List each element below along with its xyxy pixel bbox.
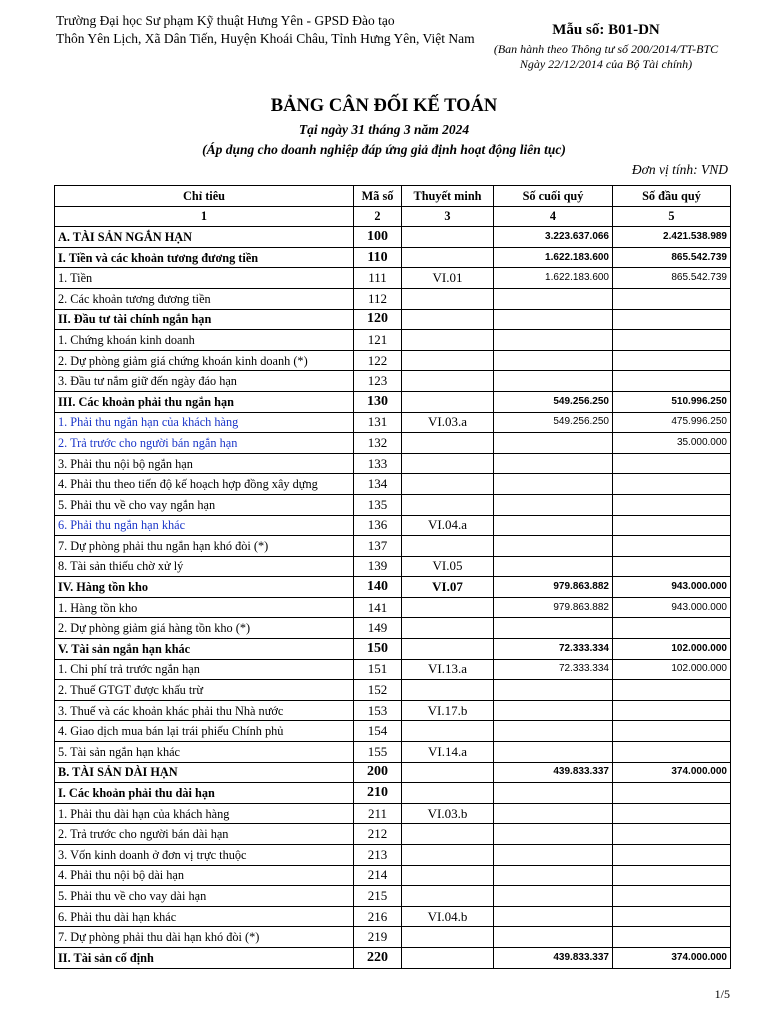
row-start-value: 943.000.000 xyxy=(613,577,731,598)
row-code: 140 xyxy=(354,577,402,598)
form-regulation-line2: Ngày 22/12/2014 của Bộ Tài chính) xyxy=(519,57,693,71)
table-row xyxy=(55,577,731,598)
table-row xyxy=(55,803,731,824)
row-start-value: 102.000.000 xyxy=(613,639,731,660)
row-label: 7. Dự phòng phải thu dài hạn khó đòi (*) xyxy=(55,927,354,948)
row-end-value xyxy=(494,721,613,742)
row-code: 133 xyxy=(354,453,402,474)
row-code: 216 xyxy=(354,906,402,927)
row-start-value: 374.000.000 xyxy=(613,947,731,968)
table-row xyxy=(55,474,731,495)
row-code: 214 xyxy=(354,865,402,886)
table-row xyxy=(55,453,731,474)
table-row xyxy=(55,700,731,721)
company-address: Thôn Yên Lịch, Xã Dân Tiến, Huyện Khoái Châu, Tỉnh Hưng Yên, Việt Nam xyxy=(56,31,475,46)
row-note: VI.03.a xyxy=(402,412,494,433)
row-start-value: 2.421.538.989 xyxy=(613,227,731,248)
table-row xyxy=(55,824,731,845)
row-start-value xyxy=(613,494,731,515)
table-row xyxy=(55,742,731,763)
row-code: 215 xyxy=(354,886,402,907)
row-label: 2. Trả trước cho người bán dài hạn xyxy=(55,824,354,845)
row-end-value xyxy=(494,288,613,309)
row-note xyxy=(402,227,494,248)
row-note xyxy=(402,680,494,701)
table-row xyxy=(55,865,731,886)
row-note xyxy=(402,762,494,783)
row-code: 220 xyxy=(354,947,402,968)
row-label: IV. Hàng tồn kho xyxy=(55,577,354,598)
table-row xyxy=(55,536,731,557)
row-end-value xyxy=(494,474,613,495)
row-start-value: 510.996.250 xyxy=(613,391,731,412)
row-label: 3. Thuế và các khoản khác phải thu Nhà nước xyxy=(55,700,354,721)
row-end-value xyxy=(494,618,613,639)
table-row xyxy=(55,371,731,392)
row-end-value xyxy=(494,886,613,907)
table-row xyxy=(55,247,731,268)
row-start-value xyxy=(613,824,731,845)
row-note: VI.07 xyxy=(402,577,494,598)
row-start-value xyxy=(613,680,731,701)
row-note xyxy=(402,247,494,268)
page-number: 1/5 xyxy=(714,987,730,1001)
table-row xyxy=(55,227,731,248)
row-code: 212 xyxy=(354,824,402,845)
row-code: 200 xyxy=(354,762,402,783)
row-code: 123 xyxy=(354,371,402,392)
table-index-row xyxy=(55,206,731,227)
row-end-value: 72.333.334 xyxy=(494,639,613,660)
row-label: 1. Tiền xyxy=(55,268,354,289)
report-date: Tại ngày 31 tháng 3 năm 2024 xyxy=(298,122,470,137)
row-end-value: 1.622.183.600 xyxy=(494,268,613,289)
row-label: 3. Đầu tư nắm giữ đến ngày đáo hạn xyxy=(55,371,354,392)
row-label: 1. Chứng khoán kinh doanh xyxy=(55,330,354,351)
row-end-value xyxy=(494,865,613,886)
row-start-value xyxy=(613,803,731,824)
row-start-value xyxy=(613,536,731,557)
row-end-value: 979.863.882 xyxy=(494,597,613,618)
currency-unit: Đơn vị tính: VND xyxy=(631,162,728,177)
row-start-value xyxy=(613,371,731,392)
row-label: 4. Phải thu nội bộ dài hạn xyxy=(55,865,354,886)
row-end-value: 439.833.337 xyxy=(494,947,613,968)
table-row xyxy=(55,309,731,330)
row-label: 6. Phải thu dài hạn khác xyxy=(55,906,354,927)
row-note xyxy=(402,309,494,330)
row-end-value xyxy=(494,742,613,763)
header-end-of-quarter: Số cuối quý xyxy=(494,186,613,207)
row-end-value xyxy=(494,803,613,824)
table-row xyxy=(55,556,731,577)
row-end-value xyxy=(494,906,613,927)
form-regulation-line1: (Ban hành theo Thông tư số 200/2014/TT-BTC xyxy=(493,42,719,56)
row-start-value xyxy=(613,515,731,536)
row-note xyxy=(402,371,494,392)
table-row xyxy=(55,412,731,433)
row-start-value: 374.000.000 xyxy=(613,762,731,783)
row-code: 134 xyxy=(354,474,402,495)
row-note: VI.03.b xyxy=(402,803,494,824)
row-label: 5. Phải thu về cho vay ngắn hạn xyxy=(55,494,354,515)
row-code: 131 xyxy=(354,412,402,433)
row-note xyxy=(402,288,494,309)
row-note xyxy=(402,886,494,907)
row-start-value xyxy=(613,906,731,927)
row-start-value xyxy=(613,453,731,474)
row-end-value xyxy=(494,350,613,371)
row-code: 130 xyxy=(354,391,402,412)
table-row xyxy=(55,762,731,783)
row-note: VI.01 xyxy=(402,268,494,289)
index-cell: 5 xyxy=(613,206,731,227)
row-start-value xyxy=(613,618,731,639)
row-label: 1. Phải thu dài hạn của khách hàng xyxy=(55,803,354,824)
row-label: 5. Tài sản ngắn hạn khác xyxy=(55,742,354,763)
table-row xyxy=(55,433,731,454)
row-label: II. Đầu tư tài chính ngắn hạn xyxy=(55,309,354,330)
row-code: 132 xyxy=(354,433,402,454)
row-code: 112 xyxy=(354,288,402,309)
row-note: VI.04.a xyxy=(402,515,494,536)
row-label: 2. Thuế GTGT được khấu trừ xyxy=(55,680,354,701)
table-row xyxy=(55,391,731,412)
row-start-value xyxy=(613,721,731,742)
row-code: 150 xyxy=(354,639,402,660)
row-end-value xyxy=(494,536,613,557)
row-note xyxy=(402,927,494,948)
row-note xyxy=(402,783,494,804)
row-start-value: 865.542.739 xyxy=(613,247,731,268)
row-end-value xyxy=(494,783,613,804)
row-label: III. Các khoản phải thu ngắn hạn xyxy=(55,391,354,412)
table-row xyxy=(55,639,731,660)
row-start-value xyxy=(613,783,731,804)
row-label: 8. Tài sản thiếu chờ xử lý xyxy=(55,556,354,577)
table-row xyxy=(55,350,731,371)
row-start-value: 475.996.250 xyxy=(613,412,731,433)
row-end-value xyxy=(494,494,613,515)
row-note xyxy=(402,474,494,495)
table-row xyxy=(55,947,731,968)
table-row xyxy=(55,494,731,515)
row-note xyxy=(402,453,494,474)
row-code: 153 xyxy=(354,700,402,721)
row-note xyxy=(402,391,494,412)
row-start-value xyxy=(613,742,731,763)
row-code: 139 xyxy=(354,556,402,577)
row-end-value: 439.833.337 xyxy=(494,762,613,783)
table-row xyxy=(55,268,731,289)
header-start-of-quarter: Số đầu quý xyxy=(613,186,731,207)
row-end-value xyxy=(494,556,613,577)
row-label: B. TÀI SẢN DÀI HẠN xyxy=(55,762,354,783)
row-code: 154 xyxy=(354,721,402,742)
row-start-value: 865.542.739 xyxy=(613,268,731,289)
row-note xyxy=(402,721,494,742)
row-label: 4. Phải thu theo tiến độ kế hoạch hợp đồng xây dựng xyxy=(55,474,354,495)
table-row xyxy=(55,597,731,618)
row-label: 2. Dự phòng giảm giá hàng tồn kho (*) xyxy=(55,618,354,639)
row-end-value xyxy=(494,330,613,351)
form-number: Mẫu số: B01-DN xyxy=(552,22,660,38)
row-end-value: 549.256.250 xyxy=(494,391,613,412)
row-note xyxy=(402,618,494,639)
row-code: 151 xyxy=(354,659,402,680)
row-code: 137 xyxy=(354,536,402,557)
row-start-value xyxy=(613,845,731,866)
row-end-value xyxy=(494,680,613,701)
row-end-value xyxy=(494,845,613,866)
row-start-value: 943.000.000 xyxy=(613,597,731,618)
balance-sheet-table xyxy=(54,185,731,969)
table-row xyxy=(55,845,731,866)
row-code: 135 xyxy=(354,494,402,515)
row-note xyxy=(402,433,494,454)
row-end-value xyxy=(494,700,613,721)
row-code: 100 xyxy=(354,227,402,248)
index-cell: 4 xyxy=(494,206,613,227)
row-note xyxy=(402,845,494,866)
table-row xyxy=(55,680,731,701)
row-end-value: 979.863.882 xyxy=(494,577,613,598)
row-end-value: 72.333.334 xyxy=(494,659,613,680)
row-note: VI.13.a xyxy=(402,659,494,680)
table-header-row xyxy=(55,186,731,207)
row-code: 122 xyxy=(354,350,402,371)
row-code: 121 xyxy=(354,330,402,351)
row-label: 1. Hàng tồn kho xyxy=(55,597,354,618)
company-name: Trường Đại học Sư phạm Kỹ thuật Hưng Yên - GPSD Đào tạo xyxy=(56,13,395,28)
row-note xyxy=(402,536,494,557)
row-end-value xyxy=(494,433,613,454)
row-end-value xyxy=(494,371,613,392)
row-code: 110 xyxy=(354,247,402,268)
row-end-value: 549.256.250 xyxy=(494,412,613,433)
row-note xyxy=(402,865,494,886)
row-label: II. Tài sản cố định xyxy=(55,947,354,968)
row-code: 111 xyxy=(354,268,402,289)
row-code: 120 xyxy=(354,309,402,330)
row-end-value xyxy=(494,515,613,536)
table-row xyxy=(55,721,731,742)
row-note: VI.14.a xyxy=(402,742,494,763)
row-start-value xyxy=(613,700,731,721)
row-code: 149 xyxy=(354,618,402,639)
index-cell: 3 xyxy=(402,206,494,227)
index-cell: 1 xyxy=(55,206,354,227)
table-body xyxy=(55,227,731,968)
row-label: 3. Phải thu nội bộ ngắn hạn xyxy=(55,453,354,474)
row-label: 7. Dự phòng phải thu ngắn hạn khó đòi (*) xyxy=(55,536,354,557)
row-label: V. Tài sản ngắn hạn khác xyxy=(55,639,354,660)
header-item: Chỉ tiêu xyxy=(55,186,354,207)
row-start-value xyxy=(613,474,731,495)
form-info xyxy=(470,20,742,72)
row-label: 2. Các khoản tương đương tiền xyxy=(55,288,354,309)
row-label: 1. Chi phí trả trước ngắn hạn xyxy=(55,659,354,680)
row-label: I. Các khoản phải thu dài hạn xyxy=(55,783,354,804)
row-label: 1. Phải thu ngắn hạn của khách hàng xyxy=(55,412,354,433)
row-code: 141 xyxy=(354,597,402,618)
row-start-value xyxy=(613,288,731,309)
row-note: VI.04.b xyxy=(402,906,494,927)
company-info xyxy=(56,12,476,48)
row-start-value: 35.000.000 xyxy=(613,433,731,454)
table-row xyxy=(55,927,731,948)
row-label: I. Tiền và các khoản tương đương tiền xyxy=(55,247,354,268)
table-row xyxy=(55,515,731,536)
report-basis: (Áp dụng cho doanh nghiệp đáp ứng giả định hoạt động liên tục) xyxy=(202,142,566,157)
row-end-value xyxy=(494,453,613,474)
row-label: 4. Giao dịch mua bán lại trái phiếu Chính phủ xyxy=(55,721,354,742)
row-end-value: 3.223.637.066 xyxy=(494,227,613,248)
row-code: 213 xyxy=(354,845,402,866)
row-start-value xyxy=(613,865,731,886)
index-cell: 2 xyxy=(354,206,402,227)
row-start-value xyxy=(613,309,731,330)
row-code: 136 xyxy=(354,515,402,536)
table-row xyxy=(55,330,731,351)
table-row xyxy=(55,618,731,639)
row-end-value xyxy=(494,927,613,948)
row-code: 155 xyxy=(354,742,402,763)
row-start-value xyxy=(613,350,731,371)
table-row xyxy=(55,906,731,927)
row-note xyxy=(402,947,494,968)
row-end-value xyxy=(494,824,613,845)
row-label: 5. Phải thu về cho vay dài hạn xyxy=(55,886,354,907)
row-start-value: 102.000.000 xyxy=(613,659,731,680)
row-code: 211 xyxy=(354,803,402,824)
table-row xyxy=(55,288,731,309)
document-title: BẢNG CÂN ĐỐI KẾ TOÁN xyxy=(270,96,498,116)
row-label: 2. Trả trước cho người bán ngắn hạn xyxy=(55,433,354,454)
row-end-value: 1.622.183.600 xyxy=(494,247,613,268)
table-row xyxy=(55,659,731,680)
header-note: Thuyết minh xyxy=(402,186,494,207)
row-code: 210 xyxy=(354,783,402,804)
table-row xyxy=(55,783,731,804)
row-label: 6. Phải thu ngắn hạn khác xyxy=(55,515,354,536)
row-note xyxy=(402,330,494,351)
table-row xyxy=(55,886,731,907)
row-note xyxy=(402,824,494,845)
row-code: 152 xyxy=(354,680,402,701)
row-start-value xyxy=(613,556,731,577)
row-label: 2. Dự phòng giảm giá chứng khoán kinh doanh (*) xyxy=(55,350,354,371)
row-note xyxy=(402,597,494,618)
row-code: 219 xyxy=(354,927,402,948)
row-note: VI.17.b xyxy=(402,700,494,721)
row-note xyxy=(402,350,494,371)
row-note: VI.05 xyxy=(402,556,494,577)
row-start-value xyxy=(613,330,731,351)
row-note xyxy=(402,494,494,515)
row-end-value xyxy=(494,309,613,330)
row-start-value xyxy=(613,927,731,948)
row-note xyxy=(402,639,494,660)
row-label: 3. Vốn kinh doanh ở đơn vị trực thuộc xyxy=(55,845,354,866)
row-label: A. TÀI SẢN NGẮN HẠN xyxy=(55,227,354,248)
header-code: Mã số xyxy=(354,186,402,207)
row-start-value xyxy=(613,886,731,907)
